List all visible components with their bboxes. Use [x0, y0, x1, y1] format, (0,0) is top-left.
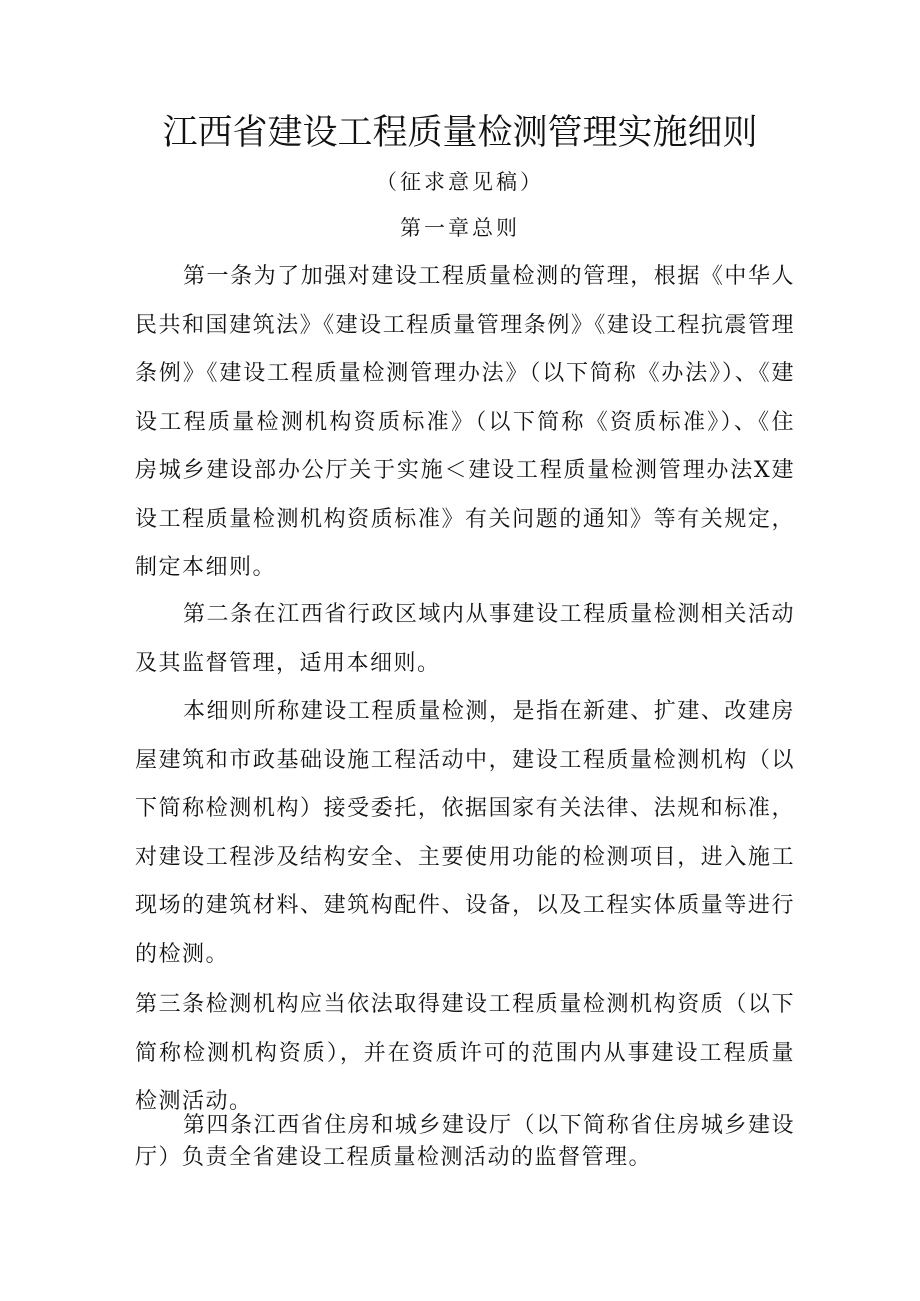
- article-1-paragraph: 第一条为了加强对建设工程质量检测的管理，根据《中华人民共和国建筑法》《建设工程质量管理条例》《建设工程抗震管理条例》《建设工程质量检测管理办法》（以下简称《办法》）、《建设工程质量检测机构资质标准》（以下简称《资质标准》）、《住房城乡建设部办公厅关于实施＜建设工程质量检测管理办法X建设工程质量检测机构资质标准》有关问题的通知》等有关规定，制定本细则。: [135, 264, 795, 580]
- article-2-paragraph: 第二条在江西省行政区域内从事建设工程质量检测相关活动及其监督管理，适用本细则。: [135, 602, 795, 676]
- chapter-heading: 第一章总则: [400, 216, 520, 240]
- document-subtitle: （征求意见稿）: [376, 170, 544, 194]
- article-2-detail-paragraph: 本细则所称建设工程质量检测，是指在新建、扩建、改建房屋建筑和市政基础设施工程活动中，建设工程质量检测机构（以下简称检测机构）接受委托，依据国家有关法律、法规和标准，对建设工程涉及结构安全、主要使用功能的检测项目，进入施工现场的建筑材料、建筑构配件、设备，以及工程实体质量等进行的检测。: [135, 699, 795, 967]
- article-4-paragraph: 第四条江西省住房和城乡建设厅（以下简称省住房城乡建设厅）负责全省建设工程质量检测活动的监督管理。: [135, 1113, 795, 1170]
- document-title: 江西省建设工程质量检测管理实施细则: [162, 113, 758, 153]
- article-3-paragraph: 第三条检测机构应当依法取得建设工程质量检测机构资质（以下简称检测机构资质），并在资质许可的范围内从事建设工程质量检测活动。: [135, 992, 795, 1114]
